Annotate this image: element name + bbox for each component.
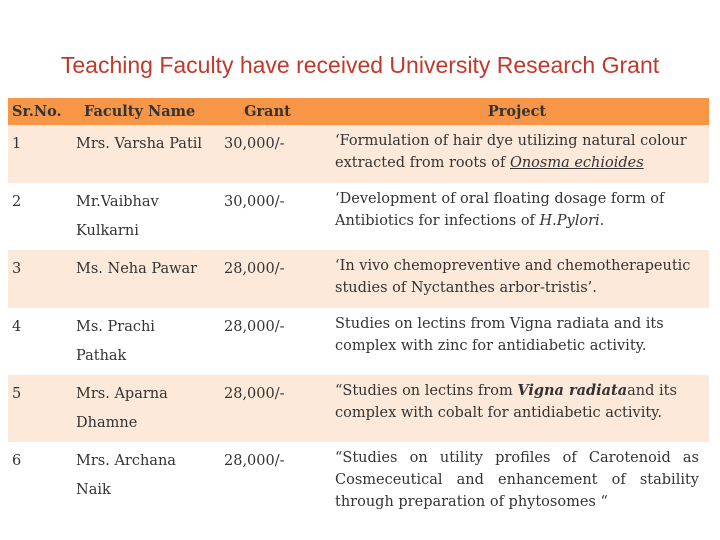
project-text: ‘In vivo chemopreventive and chemotherapeutic studies of Nyctanthes arbor-tristis’. <box>335 258 691 296</box>
table-header-row <box>8 98 709 125</box>
sr-no-cell: 1 <box>8 125 66 183</box>
header-grant: Grant <box>210 98 325 125</box>
project-species: Vigna radiata <box>517 382 628 399</box>
faculty-name-cell: Ms. Neha Pawar <box>66 250 210 308</box>
project-text-end: and its complex with cobalt for antidiabetic activity. <box>335 383 677 421</box>
header-project: Project <box>325 98 709 125</box>
project-cell <box>325 308 709 375</box>
project-text: “Studies on lectins from <box>335 383 518 399</box>
grant-cell: 28,000/- <box>210 250 325 308</box>
project-text: Studies on lectins from Vigna radiata and its complex with zinc for antidiabetic activity. <box>335 316 664 354</box>
faculty-name-cell: Mrs. Varsha Patil <box>66 125 210 183</box>
grant-cell: 28,000/- <box>210 375 325 442</box>
project-cell <box>325 183 709 250</box>
table-row <box>8 375 709 442</box>
faculty-name-cell: Mrs. Archana Naik <box>66 442 210 517</box>
table-row <box>8 183 709 250</box>
header-sr-no: Sr.No. <box>8 98 66 125</box>
faculty-name-cell: Ms. Prachi Pathak <box>66 308 210 375</box>
faculty-name-cell: Mr.Vaibhav Kulkarni <box>66 183 210 250</box>
sr-no-cell: 2 <box>8 183 66 250</box>
grant-cell: 28,000/- <box>210 442 325 517</box>
sr-no-cell: 3 <box>8 250 66 308</box>
table-row <box>8 308 709 375</box>
project-text: “Studies on utility profiles of Carotenoid as Cosmeceutical and enhancement of stability through preparation of phytosomes “ <box>335 450 699 510</box>
grant-cell: 30,000/- <box>210 125 325 183</box>
project-text: ‘Formulation of hair dye utilizing natural colour extracted from roots of <box>335 133 687 171</box>
project-species: Onosma echioides <box>509 155 644 171</box>
table-row <box>8 442 709 517</box>
sr-no-cell: 5 <box>8 375 66 442</box>
project-cell <box>325 375 709 442</box>
project-species: H.Pylori <box>539 213 600 229</box>
project-cell <box>325 442 709 517</box>
table-row <box>8 125 709 183</box>
project-text-end: . <box>599 213 605 229</box>
sr-no-cell: 4 <box>8 308 66 375</box>
grant-table <box>8 98 709 517</box>
grant-cell: 28,000/- <box>210 308 325 375</box>
header-faculty-name: Faculty Name <box>66 98 210 125</box>
grant-cell: 30,000/- <box>210 183 325 250</box>
project-cell <box>325 250 709 308</box>
sr-no-cell: 6 <box>8 442 66 517</box>
project-text: ‘Development of oral floating dosage form of Antibiotics for infections of <box>335 191 665 229</box>
faculty-name-cell: Mrs. Aparna Dhamne <box>66 375 210 442</box>
project-cell <box>325 125 709 183</box>
page-title: Teaching Faculty have received University Research Grant <box>60 52 660 78</box>
table-row <box>8 250 709 308</box>
